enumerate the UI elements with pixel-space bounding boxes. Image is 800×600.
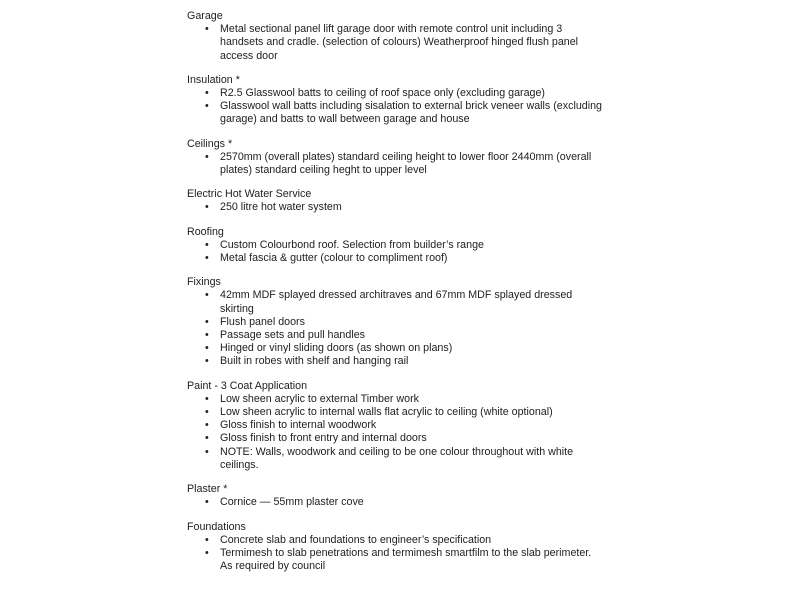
section-heading: Insulation *	[187, 73, 240, 86]
section-heading: Plaster *	[187, 483, 228, 496]
bullet-item	[187, 100, 617, 126]
spec-section	[187, 188, 617, 214]
bullet-icon: •	[205, 355, 209, 368]
section-heading: Garage	[187, 10, 223, 22]
section-heading: Foundations	[187, 520, 246, 533]
bullet-item	[187, 393, 617, 406]
bullet-icon: •	[205, 150, 209, 163]
bullet-icon: •	[205, 445, 209, 458]
section-heading: Fixings	[187, 276, 221, 289]
bullet-text: Hinged or vinyl sliding doors (as shown on plans)	[220, 342, 453, 355]
bullet-text: R2.5 Glasswool batts to ceiling of roof space only (excluding garage)	[220, 87, 545, 100]
bullet-item	[187, 87, 617, 100]
bullet-item	[187, 201, 617, 214]
spec-section	[187, 138, 617, 178]
bullet-item	[187, 342, 617, 355]
specification-list	[187, 10, 617, 573]
bullet-icon: •	[205, 289, 209, 302]
bullet-icon: •	[205, 406, 209, 419]
bullet-item	[187, 446, 617, 472]
section-heading: Ceilings *	[187, 137, 233, 150]
bullet-item	[187, 406, 617, 419]
bullet-icon: •	[205, 87, 209, 100]
bullet-item	[187, 151, 617, 177]
spec-section	[187, 74, 617, 127]
bullet-text: Cornice — 55mm plaster cove	[220, 496, 364, 509]
spec-section	[187, 276, 617, 368]
bullet-icon: •	[205, 342, 209, 355]
bullet-text: Passage sets and pull handles	[220, 329, 365, 342]
bullet-item	[187, 534, 617, 547]
bullet-icon: •	[205, 419, 209, 432]
bullet-item	[187, 316, 617, 329]
spec-section	[187, 483, 617, 509]
bullet-text: Metal sectional panel lift garage door with remote control unit including 3 handsets and cradle. (selection of colours) Weatherproof hinged flush panel access door	[220, 23, 579, 62]
bullet-text: Built in robes with shelf and hanging rail	[220, 355, 409, 368]
bullet-icon: •	[205, 100, 209, 113]
bullet-icon: •	[205, 432, 209, 445]
bullet-item	[187, 355, 617, 368]
bullet-text: Low sheen acrylic to external Timber work	[220, 392, 419, 405]
spec-section	[187, 521, 617, 574]
bullet-item	[187, 419, 617, 432]
bullet-text: Glasswool wall batts including sisalation to external brick veneer walls (excluding garage) and batts to wall between garage and house	[220, 100, 602, 126]
bullet-text: Concrete slab and foundations to engineer’s specification	[220, 533, 492, 546]
section-heading: Roofing	[187, 225, 224, 238]
bullet-item	[187, 23, 617, 63]
spec-section	[187, 10, 617, 63]
bullet-icon: •	[205, 533, 209, 546]
bullet-item	[187, 547, 617, 573]
bullet-icon: •	[205, 252, 209, 265]
bullet-icon: •	[205, 201, 209, 214]
bullet-text: Low sheen acrylic to internal walls flat acrylic to ceiling (white optional)	[220, 406, 553, 419]
bullet-icon: •	[205, 315, 209, 328]
bullet-text: Metal fascia & gutter (colour to compliment roof)	[220, 252, 448, 265]
bullet-text: 250 litre hot water system	[220, 201, 342, 214]
bullet-item	[187, 289, 617, 315]
bullet-icon: •	[205, 329, 209, 342]
bullet-item	[187, 252, 617, 265]
bullet-icon: •	[205, 496, 209, 509]
bullet-text: 2570mm (overall plates) standard ceiling height to lower floor 2440mm (overall plates) standard ceiling heght to upper level	[220, 150, 592, 177]
spec-section	[187, 380, 617, 472]
bullet-text: Custom Colourbond roof. Selection from builder’s range	[220, 238, 484, 251]
bullet-text: Gloss finish to front entry and internal doors	[220, 432, 427, 445]
section-heading: Paint - 3 Coat Application	[187, 379, 308, 392]
bullet-icon: •	[205, 238, 209, 251]
bullet-text: Gloss finish to internal woodwork	[220, 419, 377, 432]
bullet-text: Flush panel doors	[220, 315, 305, 328]
bullet-item	[187, 329, 617, 342]
bullet-item	[187, 432, 617, 445]
bullet-icon: •	[205, 546, 209, 559]
bullet-text: NOTE: Walls, woodwork and ceiling to be one colour throughout with white ceilings.	[220, 445, 574, 471]
section-heading: Electric Hot Water Service	[187, 188, 312, 201]
bullet-text: 42mm MDF splayed dressed architraves and 67mm MDF splayed dressed skirting	[220, 289, 573, 315]
bullet-text: Termimesh to slab penetrations and termimesh smartfilm to the slab perimeter. As required by council	[220, 546, 592, 573]
bullet-item	[187, 496, 617, 509]
spec-section	[187, 226, 617, 266]
bullet-icon: •	[205, 23, 209, 36]
bullet-icon: •	[205, 392, 209, 405]
bullet-item	[187, 239, 617, 252]
